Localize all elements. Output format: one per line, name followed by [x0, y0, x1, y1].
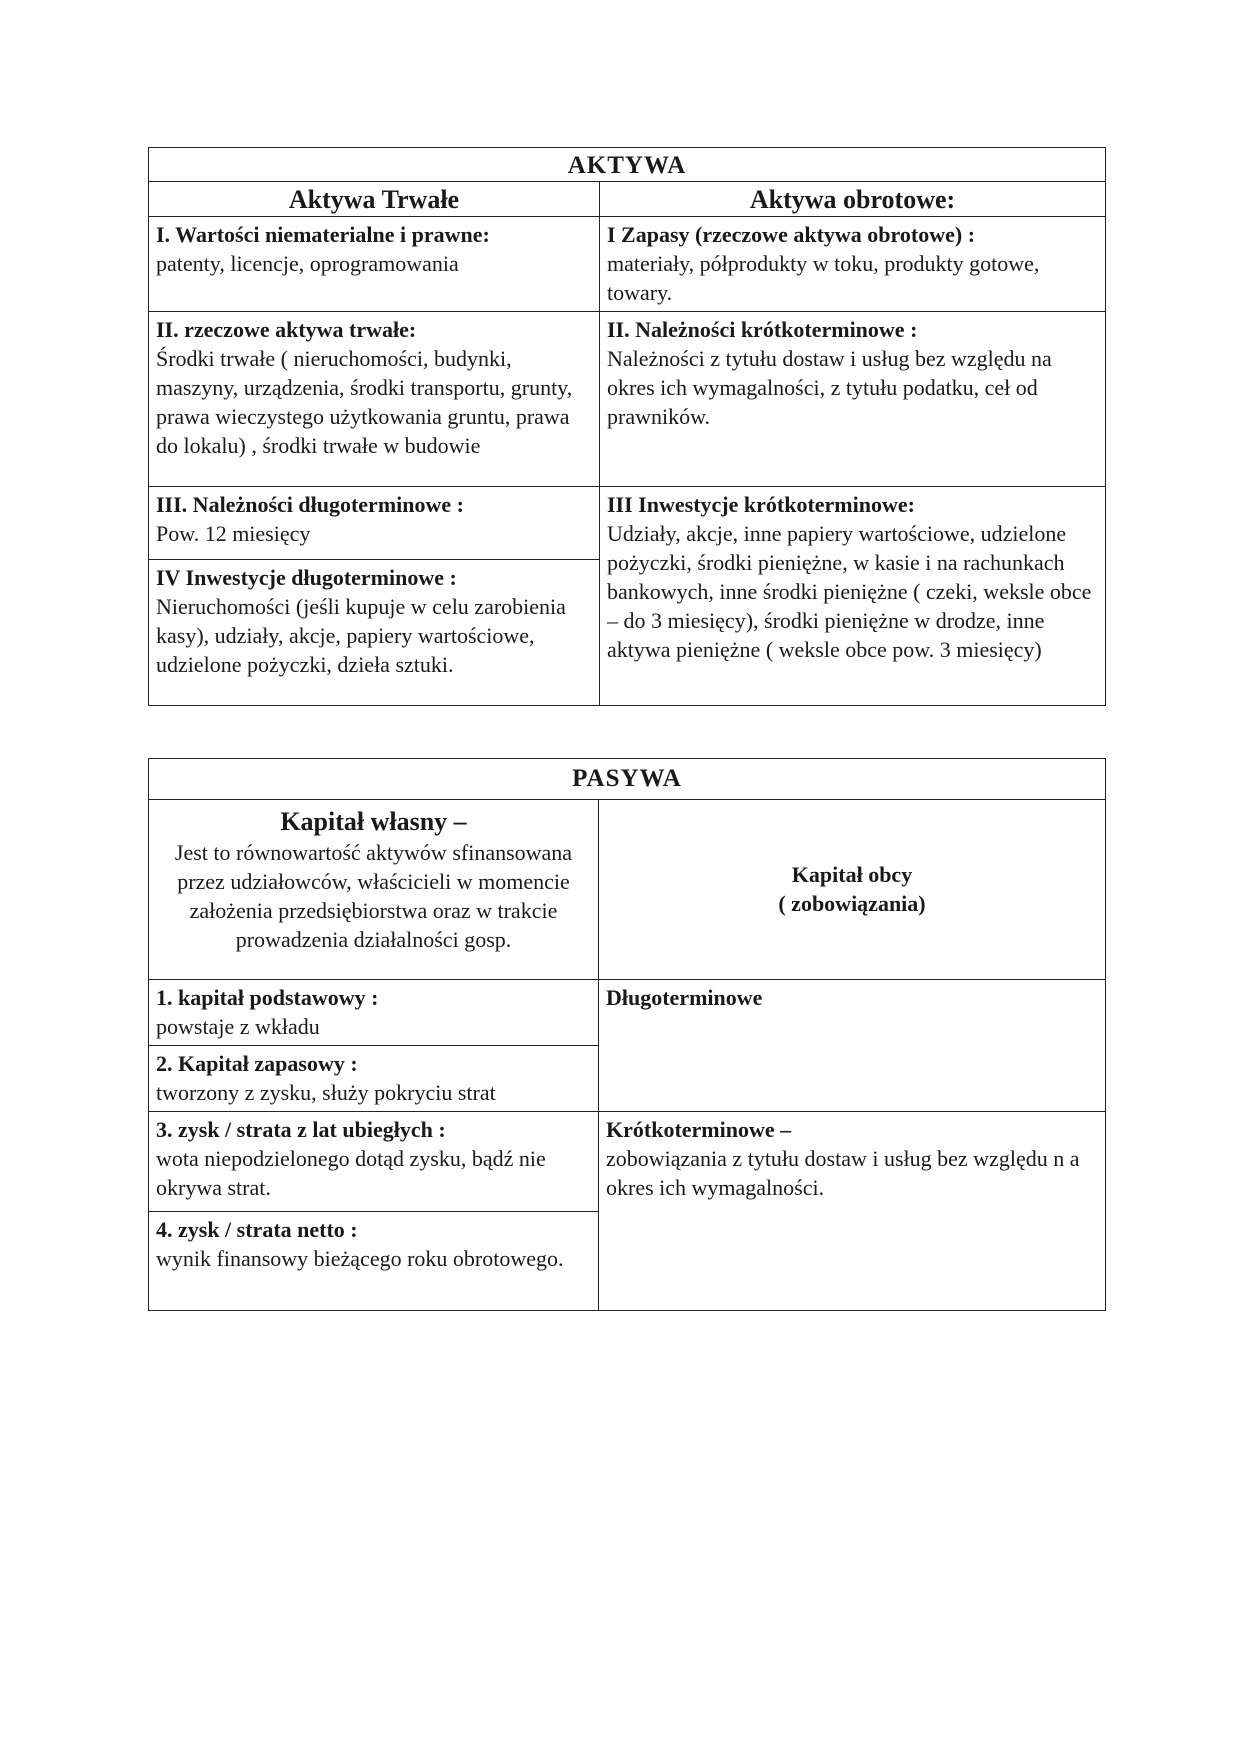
item-heading: 4. zysk / strata netto :	[156, 1217, 358, 1242]
item-text: materiały, półprodukty w toku, produkty gotowe, towary.	[607, 251, 1040, 305]
item-text: powstaje z wkładu	[156, 1014, 320, 1039]
aktywa-obrotowe-item	[600, 487, 1106, 706]
item-heading: III Inwestycje krótkoterminowe:	[607, 492, 915, 517]
aktywa-trwale-item	[149, 560, 600, 706]
kapital-wlasny-item	[149, 1112, 599, 1212]
item-text: zobowiązania z tytułu dostaw i usług bez względu n a okres ich wymagalności.	[606, 1146, 1080, 1200]
item-text: wota niepodzielonego dotąd zysku, bądź nie okrywa strat.	[156, 1146, 546, 1200]
item-text: Udziały, akcje, inne papiery wartościowe, udzielone pożyczki, środki pieniężne, w kasie i na rachunkach bankowych, inne środki pieniężne ( czeki, weksle obce – do 3 miesięcy), środki pieniężne w drodze, inne aktywa pieniężne ( weksle obce pow. 3 miesięcy)	[607, 521, 1092, 662]
kapital-wlasny-title: Kapitał własny –	[280, 807, 467, 836]
item-heading: II. rzeczowe aktywa trwałe:	[156, 317, 417, 342]
kapital-wlasny-item	[149, 1046, 599, 1112]
item-text: Środki trwałe ( nieruchomości, budynki, maszyny, urządzenia, środki transportu, grunty, prawa wieczystego użytkowania gruntu, prawa do lokalu) , środki trwałe w budowie	[156, 346, 573, 458]
kapital-wlasny-header	[149, 800, 599, 980]
item-heading: II. Należności krótkoterminowe :	[607, 317, 918, 342]
item-heading: 1. kapitał podstawowy :	[156, 985, 379, 1010]
item-heading: IV Inwestycje długoterminowe :	[156, 565, 457, 590]
pasywa-table	[148, 758, 1106, 1311]
kapital-obcy-header	[599, 800, 1106, 980]
aktywa-obrotowe-header: Aktywa obrotowe:	[600, 182, 1106, 217]
pasywa-title: PASYWA	[149, 759, 1106, 800]
kapital-wlasny-item	[149, 1212, 599, 1311]
item-heading: 3. zysk / strata z lat ubiegłych :	[156, 1117, 446, 1142]
item-text: Nieruchomości (jeśli kupuje w celu zarobienia kasy), udziały, akcje, papiery wartościowe, udzielone pożyczki, dzieła sztuki.	[156, 594, 566, 677]
kapital-obcy-item	[599, 980, 1106, 1112]
kapital-wlasny-description: Jest to równowartość aktywów sfinansowana przez udziałowców, właścicieli w momencie założenia przedsiębiorstwa oraz w trakcie prowadzenia działalności gosp.	[174, 840, 573, 952]
kapital-obcy-subtitle: ( zobowiązania)	[778, 891, 926, 916]
kapital-wlasny-item	[149, 980, 599, 1046]
aktywa-obrotowe-item	[600, 217, 1106, 312]
item-text: Pow. 12 miesięcy	[156, 521, 311, 546]
item-text: patenty, licencje, oprogramowania	[156, 251, 459, 276]
aktywa-table	[148, 147, 1106, 706]
aktywa-obrotowe-item	[600, 312, 1106, 487]
item-heading: Krótkoterminowe –	[606, 1117, 792, 1142]
aktywa-trwale-item	[149, 312, 600, 487]
item-text: wynik finansowy bieżącego roku obrotowego.	[156, 1246, 564, 1271]
item-heading: 2. Kapitał zapasowy :	[156, 1051, 358, 1076]
aktywa-trwale-header: Aktywa Trwałe	[149, 182, 600, 217]
item-text: Należności z tytułu dostaw i usług bez względu na okres ich wymagalności, z tytułu podatku, ceł od prawników.	[607, 346, 1052, 429]
aktywa-trwale-item	[149, 487, 600, 560]
item-heading: III. Należności długoterminowe :	[156, 492, 464, 517]
item-text: tworzony z zysku, służy pokryciu strat	[156, 1080, 496, 1105]
kapital-obcy-item	[599, 1112, 1106, 1311]
aktywa-title: AKTYWA	[149, 148, 1106, 182]
item-heading: I Zapasy (rzeczowe aktywa obrotowe) :	[607, 222, 976, 247]
kapital-obcy-title: Kapitał obcy	[791, 862, 913, 887]
item-heading: I. Wartości niematerialne i prawne:	[156, 222, 490, 247]
aktywa-trwale-item	[149, 217, 600, 312]
item-heading: Długoterminowe	[606, 985, 763, 1010]
